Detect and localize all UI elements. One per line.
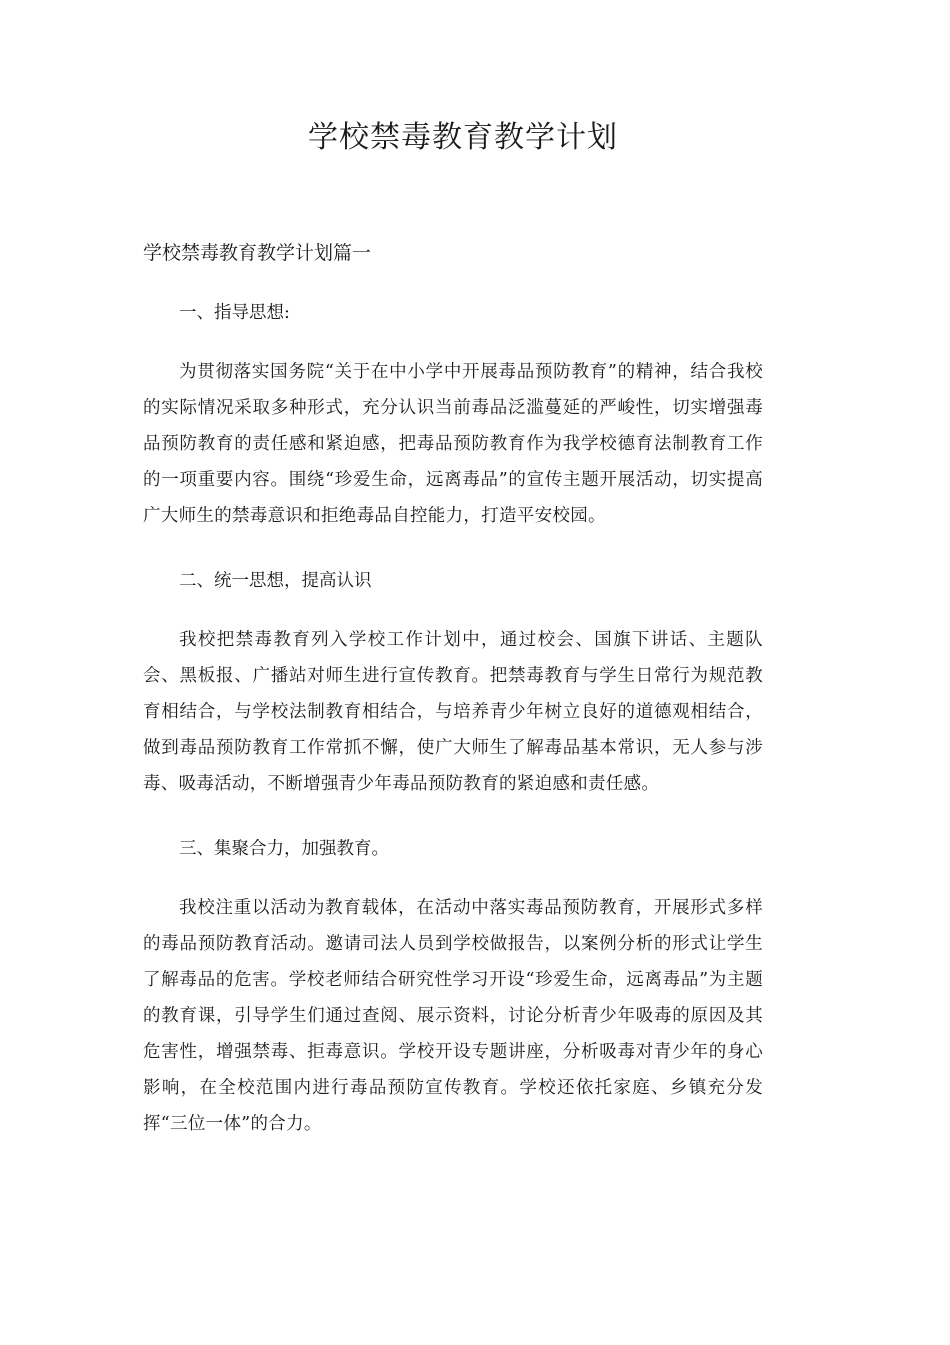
- document-title: 学校禁毒教育教学计划: [308, 120, 618, 155]
- section-paragraph-2: 我校把禁毒教育列入学校工作计划中，通过校会、国旗下讲话、主题队会、黑板报、广播站对师生进行宣传教育。把禁毒教育与学生日常行为规范教育相结合，与学校法制教育相结合，与培养青少年树立良好的道德观相结合，做到毒品预防教育工作常抓不懈，使广大师生了解毒品基本常识，无人参与涉毒、吸毒活动，不断增强青少年毒品预防教育的紧迫感和责任感。: [143, 630, 763, 794]
- section-heading-1: 一、指导思想:: [179, 303, 290, 323]
- document-subtitle: 学校禁毒教育教学计划篇一: [143, 242, 372, 264]
- document-body: [143, 236, 763, 1172]
- section-paragraph-3: 我校注重以活动为教育载体，在活动中落实毒品预防教育，开展形式多样的毒品预防教育活动。邀请司法人员到学校做报告，以案例分析的形式让学生了解毒品的危害。学校老师结合研究性学习开设“珍爱生命，远离毒品”为主题的教育课，引导学生们通过查阅、展示资料，讨论分析青少年吸毒的原因及其危害性，增强禁毒、拒毒意识。学校开设专题讲座，分析吸毒对青少年的身心影响，在全校范围内进行毒品预防宣传教育。学校还依托家庭、乡镇充分发挥“三位一体”的合力。: [143, 898, 763, 1134]
- section-paragraph-1: 为贯彻落实国务院“关于在中小学中开展毒品预防教育”的精神，结合我校的实际情况采取多种形式，充分认识当前毒品泛滥蔓延的严峻性，切实增强毒品预防教育的责任感和紧迫感，把毒品预防教育作为我学校德育法制教育工作的一项重要内容。围绕“珍爱生命，远离毒品”的宣传主题开展活动，切实提高广大师生的禁毒意识和拒绝毒品自控能力，打造平安校园。: [143, 362, 763, 526]
- section-heading-3: 三、集聚合力，加强教育。: [179, 839, 389, 859]
- section-heading-2: 二、统一思想，提高认识: [179, 571, 372, 591]
